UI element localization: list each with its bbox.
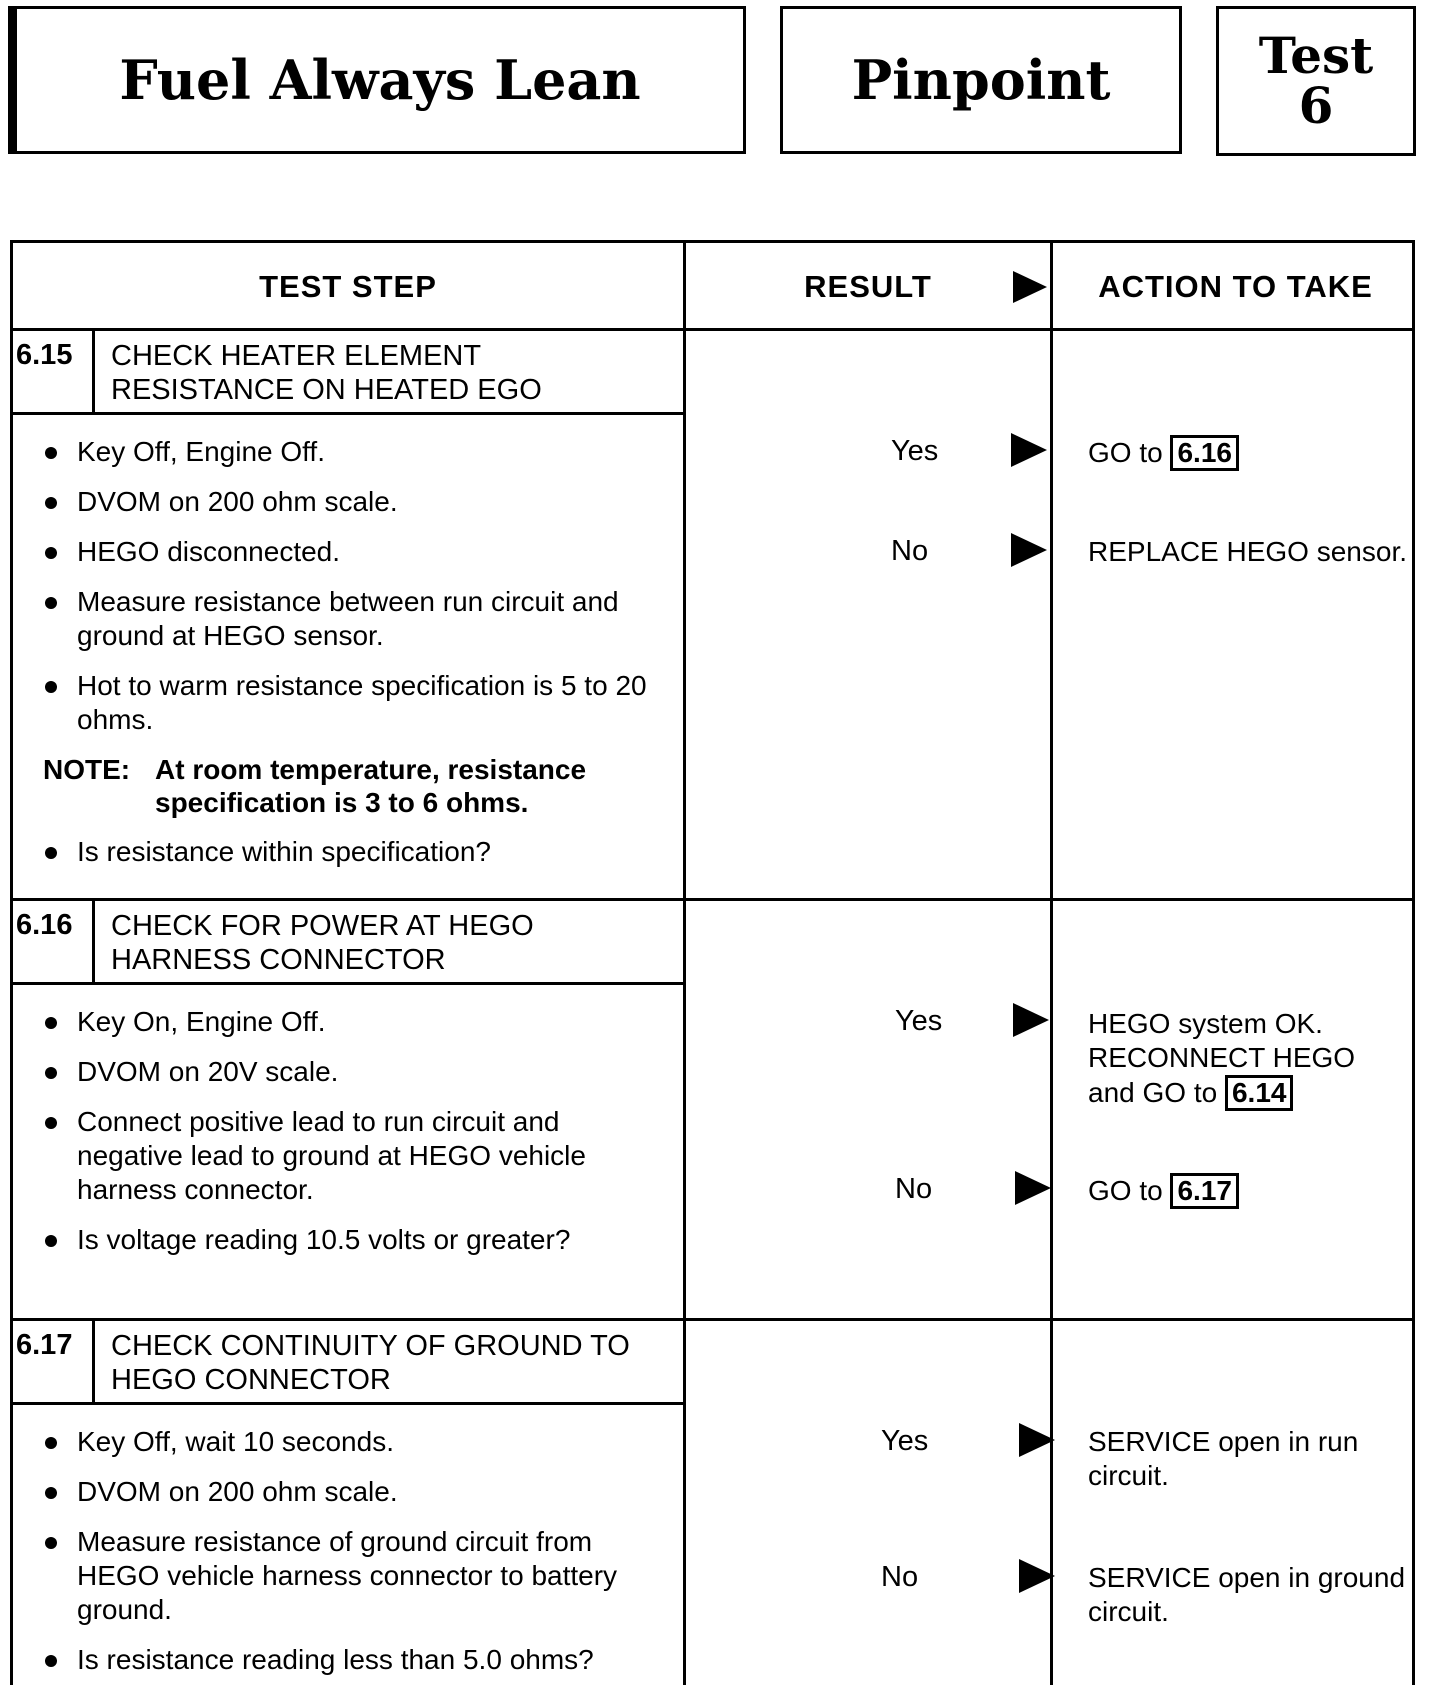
arrow-right-icon xyxy=(1011,433,1047,467)
step-instructions xyxy=(43,435,673,885)
action-text: SERVICE open in ground circuit. xyxy=(1088,1562,1406,1627)
action-line: HEGO system OK. xyxy=(1088,1008,1323,1039)
column-divider xyxy=(1050,243,1053,1685)
action-text: REPLACE HEGO sensor. xyxy=(1088,536,1408,567)
action-prefix: GO to xyxy=(1088,437,1163,468)
arrow-right-icon xyxy=(1015,1171,1051,1205)
step-title: CHECK CONTINUITY OF GROUND TO HEGO CONNECTOR xyxy=(111,1330,630,1396)
action-line: RECONNECT HEGO xyxy=(1088,1042,1356,1073)
note-text: At room temperature, resistance specification is 3 to 6 ohms. xyxy=(155,754,587,818)
column-header-action: ACTION TO TAKE xyxy=(1098,269,1373,304)
arrow-right-icon xyxy=(1019,1423,1055,1457)
step-reference: 6.17 xyxy=(1170,1173,1239,1209)
column-divider xyxy=(683,243,686,1685)
action-text: SERVICE open in run circuit. xyxy=(1088,1426,1359,1491)
arrow-right-icon xyxy=(1019,1559,1055,1593)
step-number: 6.15 xyxy=(13,331,95,415)
test-number: 6 xyxy=(1298,76,1334,135)
step-reference: 6.16 xyxy=(1170,435,1239,471)
step-reference: 6.14 xyxy=(1225,1075,1294,1111)
action-text xyxy=(1088,435,1408,471)
result-no: No xyxy=(895,1173,933,1205)
action-prefix: GO to xyxy=(1088,1175,1163,1206)
result-yes: Yes xyxy=(895,1005,943,1037)
step-number: 6.17 xyxy=(13,1321,95,1405)
step-instructions xyxy=(43,1425,673,1690)
step-number: 6.16 xyxy=(13,901,95,985)
result-yes: Yes xyxy=(891,435,939,467)
list-item: Measure resistance of ground circuit from HEGO vehicle harness connector to battery ground. xyxy=(43,1525,673,1627)
step-title-row xyxy=(13,901,683,985)
result-yes: Yes xyxy=(881,1425,929,1457)
list-item: DVOM on 20V scale. xyxy=(43,1055,673,1089)
page-title: Fuel Always Lean xyxy=(8,6,746,154)
action-text xyxy=(1088,1173,1408,1209)
list-item: Is voltage reading 10.5 volts or greater? xyxy=(43,1223,673,1257)
test-number-box xyxy=(1216,6,1416,156)
list-item: Measure resistance between run circuit and ground at HEGO sensor. xyxy=(43,585,673,653)
note xyxy=(43,753,673,819)
note-label: NOTE: xyxy=(43,754,131,785)
list-item: DVOM on 200 ohm scale. xyxy=(43,1475,673,1509)
action-prefix: and GO to xyxy=(1088,1077,1218,1108)
column-header-test-step: TEST STEP xyxy=(259,269,437,304)
step-title: CHECK HEATER ELEMENT RESISTANCE ON HEATED EGO xyxy=(111,340,542,406)
arrow-right-icon xyxy=(1011,533,1047,567)
list-item: Is resistance within specification? xyxy=(43,835,673,869)
step-title-row xyxy=(13,331,683,415)
list-item: Is resistance reading less than 5.0 ohms? xyxy=(43,1643,673,1677)
result-no: No xyxy=(891,535,929,567)
result-no: No xyxy=(881,1561,919,1593)
arrow-right-icon xyxy=(1013,271,1047,303)
step-instructions xyxy=(43,1005,673,1273)
test-label: Test xyxy=(1258,26,1374,85)
step-title-row xyxy=(13,1321,683,1405)
list-item: Key Off, wait 10 seconds. xyxy=(43,1425,673,1459)
step-title: CHECK FOR POWER AT HEGO HARNESS CONNECTOR xyxy=(111,910,534,976)
list-item: Key Off, Engine Off. xyxy=(43,435,673,469)
list-item: Connect positive lead to run circuit and negative lead to ground at HEGO vehicle harness connector. xyxy=(43,1105,673,1207)
action-line xyxy=(1088,1075,1408,1111)
pinpoint-test-table xyxy=(10,240,1415,1685)
section-label: Pinpoint xyxy=(780,6,1182,154)
column-header-result: RESULT xyxy=(804,269,932,304)
list-item: HEGO disconnected. xyxy=(43,535,673,569)
action-text xyxy=(1088,1007,1408,1111)
list-item: DVOM on 200 ohm scale. xyxy=(43,485,673,519)
arrow-right-icon xyxy=(1013,1003,1049,1037)
list-item: Key On, Engine Off. xyxy=(43,1005,673,1039)
list-item: Hot to warm resistance specification is 5 to 20 ohms. xyxy=(43,669,673,737)
